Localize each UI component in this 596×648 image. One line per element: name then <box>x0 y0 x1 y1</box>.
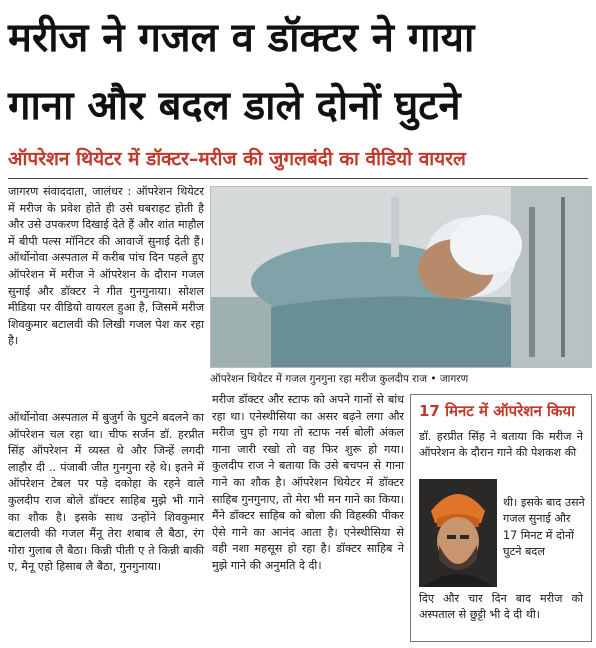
sidebar-text-bottom: दिए और चार दिन बाद मरीज को अस्पताल से छुट्टी भी दे दी थी। <box>419 592 583 622</box>
sidebar-text-top: डॉ. हरप्रीत सिंह ने बताया कि मरीज ने ऑपरेशन के दौरान गाने की पेशकश की <box>419 430 583 460</box>
photo-caption: ऑपरेशन थियेटर में गजल गुनगुना रहा मरीज कुलदीप राज • जागरण <box>210 373 469 385</box>
article-photo <box>210 186 592 368</box>
divider <box>8 178 588 179</box>
patient-photo-illustration <box>211 187 591 367</box>
subheadline: ऑपरेशन थियेटर में डॉक्टर–मरीज की जुगलबंदी का वीडियो वायरल <box>8 148 466 170</box>
article-column-1-top: जागरण संवाददाता, जालंधर : ऑपरेशन थियेटर में मरीज के प्रवेश होते ही उसे घबराहट होती है और उसे उपकरण दिखाई देते हैं और शांत माहौल में बीपी पल्स मॉनिटर की आवाजें सुनाई देती हैं। ऑर्थोनोवा अस्पताल में करीब पांच दिन पहले हुए ऑपरेशन में मरीज ने ऑपरेशन के दौरान गजल सुनाई और डॉक्टर ने गीत गुनगुनाया। सोशल मीडिया पर वीडियो वायरल हुआ है, जिसमें मरीज शिवकुमार बटालवी की लिखी गजल पेश कर रहा है। <box>8 185 204 348</box>
doctor-portrait-illustration <box>419 479 497 587</box>
sidebar-title: 17 मिनट में ऑपरेशन किया <box>419 402 575 420</box>
sidebar-text-right: थी। इसके बाद उसने गजल सुनाई और 17 मिनट में दोनों घुटने बदल <box>503 496 585 559</box>
sidebar-box <box>410 394 592 642</box>
headline-line-1: मरीज ने गजल व डॉक्टर ने गाया <box>8 15 475 61</box>
article-column-1-bottom: ऑर्थोनोवा अस्पताल में बुजुर्ग के घुटने बदलने का ऑपरेशन चल रहा था। चीफ सर्जन डॉ. हरप्रीत सिंह ऑपरेशन में व्यस्त थे और जिन्हें लगदी लाहौर दी .. पंजाबी जीत गुनगुना रहे थे। इतने में ऑपरेशन टेबल पर पड़े दकोहा के रहने वाले कुलदीप राज बोले डॉक्टर साहिब मुझे भी गाने का शौक है। इसके साथ उन्होंने शिवकुमार बटालवी की गजल मैंनू तेरा शबाब लै बैठा, रंग गोरा गुलाब लै बैठा। किन्नी पीती ए ते किन्नी बाकी ए, मैनू एहो हिसाब लै बैठा, गुनगुनाया। <box>8 411 204 574</box>
headline-line-2: गाना और बदल डाले दोनों घुटने <box>8 83 461 129</box>
doctor-portrait <box>419 479 497 587</box>
article-column-2: मरीज डॉक्टर और स्टाफ को अपने गानों से बांध रहा था। एनेस्थीसिया का असर बढ़ने लगा और मरीज चुप हो गया तो स्टाफ नर्स बोली अंकल गाना जारी रखो तो वह फिर शुरू हो गया। कुलदीप राज ने बताया कि उसे बचपन से गाना गाने का शौक है। ऑपरेशन थियेटर में डॉक्टर साहिब गुनगुनाए, तो मेरा भी मन गाने का किया। मैंने डॉक्टर साहिब को बोला की विहस्की पीकर ऐसे गाने का आनंद आता है। एनेस्थीसिया से वही नशा महसूस हो रहा है। डॉक्टर साहिब ने मुझे गाने की अनुमति दे दी। <box>212 393 404 572</box>
